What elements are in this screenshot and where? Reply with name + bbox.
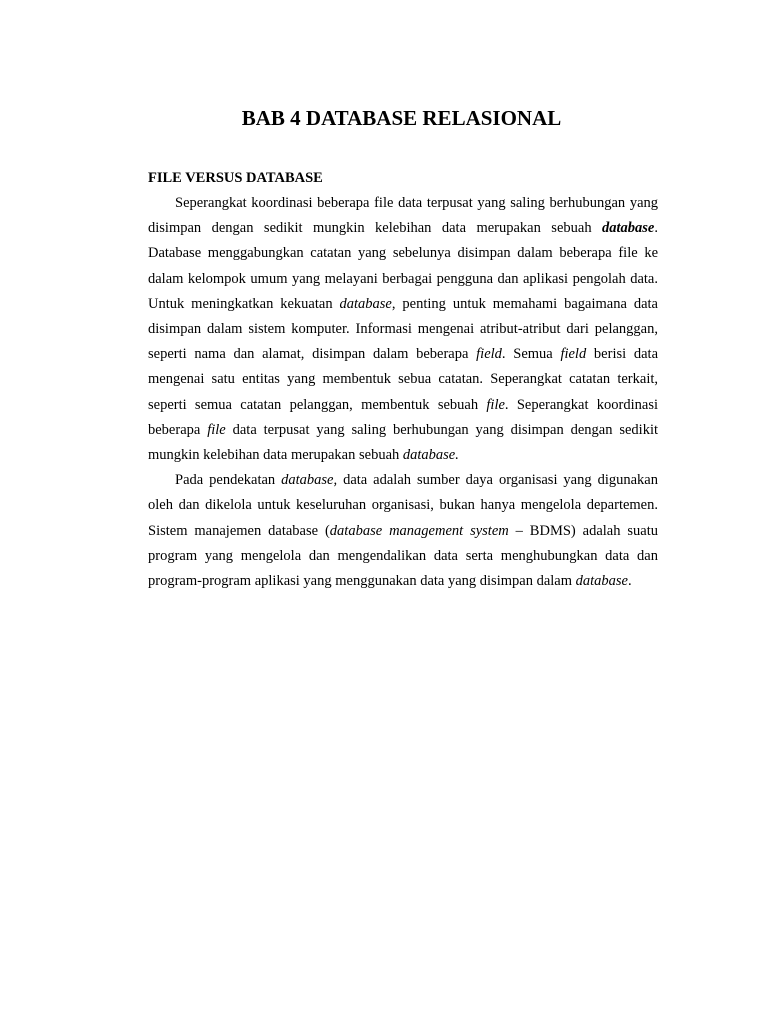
text-run: . Semua: [501, 346, 561, 363]
text-run-italic: file: [207, 421, 226, 438]
section-heading: FILE VERSUS DATABASE: [148, 170, 323, 186]
text-run-italic: database: [339, 295, 392, 312]
paragraph-2: [148, 468, 658, 594]
text-run: data adalah sumber daya organisasi yang digunakan oleh dan dikelola untuk keseluruhan organisasi, bukan hanya mengelola departemen. Sistem manajemen database (: [148, 472, 658, 539]
chapter-title: BAB 4 DATABASE RELASIONAL: [241, 106, 562, 130]
text-run-italic: database.: [402, 447, 459, 464]
text-run-italic: database,: [281, 472, 338, 489]
text-run-italic: database management system: [329, 522, 509, 539]
text-run: berisi data mengenai satu entitas yang membentuk sebua catatan. Seperangkat catatan terkait, seperti semua catatan pelanggan, membentuk sebuah: [148, 346, 659, 413]
text-run-italic: field: [476, 346, 502, 363]
body-text: [148, 191, 658, 594]
text-run: . Seperangkat koordinasi beberapa: [148, 396, 658, 438]
text-run-italic: field: [560, 346, 587, 363]
text-run: . Database menggabungkan catatan yang sebelunya disimpan dalam beberapa file ke dalam kelompok umum yang melayani berbagai pengguna dan aplikasi pengolah data. Untuk meningkatkan kekuatan: [148, 220, 658, 312]
text-run-italic: file: [486, 396, 505, 413]
text-run: .: [627, 573, 632, 590]
text-run: – BDMS) adalah suatu program yang mengelola dan mengendalikan data serta menghubungkan data dan program-program aplikasi yang menggunakan data yang disimpan dalam: [148, 522, 659, 590]
paragraph-1: [148, 191, 658, 468]
text-run-emphasis: database: [602, 220, 655, 237]
text-run: Pada pendekatan: [175, 472, 282, 489]
text-run: data terpusat yang saling berhubungan yang disimpan dengan sedikit mungkin kelebihan data merupakan sebuah: [148, 421, 658, 464]
text-run: Seperangkat koordinasi beberapa file data terpusat yang saling berhubungan yang disimpan dengan sedikit mungkin kelebihan data merupakan sebuah: [148, 195, 658, 237]
text-run-italic: database: [575, 573, 628, 590]
text-run: , penting untuk memahami bagaimana data disimpan dalam sistem komputer. Informasi mengenai atribut-atribut dari pelanggan, seperti nama dan alamat, disimpan dalam beberapa: [148, 295, 658, 363]
